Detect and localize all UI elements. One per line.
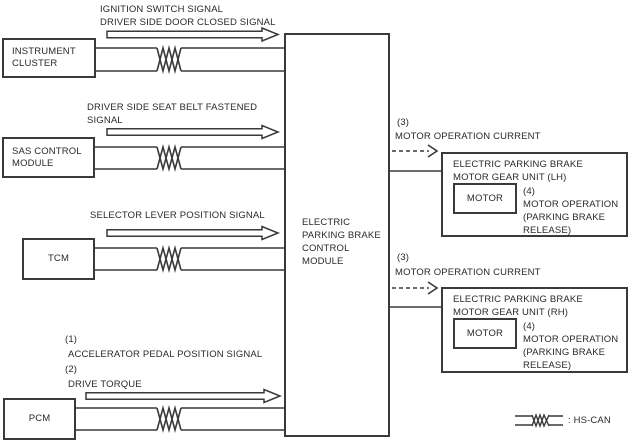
twisted-pair-icon xyxy=(157,147,181,169)
signal-arrow-tcm xyxy=(107,227,278,240)
current-index-rh: (3) xyxy=(397,252,410,263)
signal-label-seat-belt-line1: DRIVER SIDE SEAT BELT FASTENED xyxy=(87,102,258,113)
motor-gear-unit-lh-label: ELECTRIC PARKING BRAKE MOTOR GEAR UNIT (LH) xyxy=(453,159,583,183)
operation-index-lh: (4) xyxy=(523,186,536,197)
signal-label-driver-door-closed: DRIVER SIDE DOOR CLOSED SIGNAL xyxy=(100,17,276,28)
hs-can-bus-sas xyxy=(95,147,284,169)
hs-can-legend-icon xyxy=(515,415,563,426)
pcm-box xyxy=(3,398,76,440)
hs-can-bus-instrument-cluster xyxy=(96,48,284,71)
sas-control-module-box xyxy=(2,137,95,178)
twisted-pair-icon xyxy=(157,408,181,430)
signal-index-1: (1) xyxy=(65,334,78,345)
pcm-label: PCM xyxy=(28,413,51,424)
current-label-lh: MOTOR OPERATION CURRENT xyxy=(395,131,541,142)
hs-can-bus-tcm xyxy=(95,248,284,270)
motor-gear-unit-rh-label: ELECTRIC PARKING BRAKE MOTOR GEAR UNIT (RH) xyxy=(453,294,583,318)
operation-label-rh: MOTOR OPERATION (PARKING BRAKE RELEASE) xyxy=(523,334,619,371)
twisted-pair-icon xyxy=(157,48,181,71)
operation-label-lh: MOTOR OPERATION (PARKING BRAKE RELEASE) xyxy=(523,199,619,236)
signal-arrow-instrument-cluster xyxy=(107,28,278,41)
signal-label-seat-belt-line2: SIGNAL xyxy=(87,115,123,126)
motor-box-rh xyxy=(453,318,517,349)
hs-can-bus-pcm xyxy=(76,408,284,430)
tcm-label: TCM xyxy=(47,253,70,264)
signal-arrow-sas xyxy=(107,126,278,139)
epb-control-module-label: ELECTRIC PARKING BRAKE CONTROL MODULE xyxy=(302,217,381,267)
hs-can-legend-label: : HS-CAN xyxy=(568,415,611,426)
motor-box-lh xyxy=(453,183,517,214)
epb-control-module-box xyxy=(284,33,390,437)
motor-label-rh: MOTOR xyxy=(466,327,504,339)
instrument-cluster-label: INSTRUMENT CLUSTER xyxy=(12,46,76,69)
motor-label-lh: MOTOR xyxy=(466,192,504,204)
motor-gear-unit-lh-box xyxy=(441,152,628,237)
signal-index-2: (2) xyxy=(65,364,78,375)
signal-label-accelerator-pedal: ACCELERATOR PEDAL POSITION SIGNAL xyxy=(68,349,263,360)
signal-label-ignition-switch: IGNITION SWITCH SIGNAL xyxy=(100,4,224,15)
motor-current-arrow-lh xyxy=(392,145,437,157)
current-index-lh: (3) xyxy=(397,117,410,128)
signal-label-selector-lever: SELECTOR LEVER POSITION SIGNAL xyxy=(90,210,265,221)
twisted-pair-icon xyxy=(157,248,181,270)
instrument-cluster-box xyxy=(2,38,96,78)
sas-control-module-label: SAS CONTROL MODULE xyxy=(12,145,82,169)
current-label-rh: MOTOR OPERATION CURRENT xyxy=(395,267,541,278)
signal-label-drive-torque: DRIVE TORQUE xyxy=(68,379,142,390)
operation-index-rh: (4) xyxy=(523,321,536,332)
motor-gear-unit-rh-box xyxy=(441,287,628,373)
tcm-box xyxy=(22,238,95,280)
motor-current-arrow-rh xyxy=(392,282,437,294)
